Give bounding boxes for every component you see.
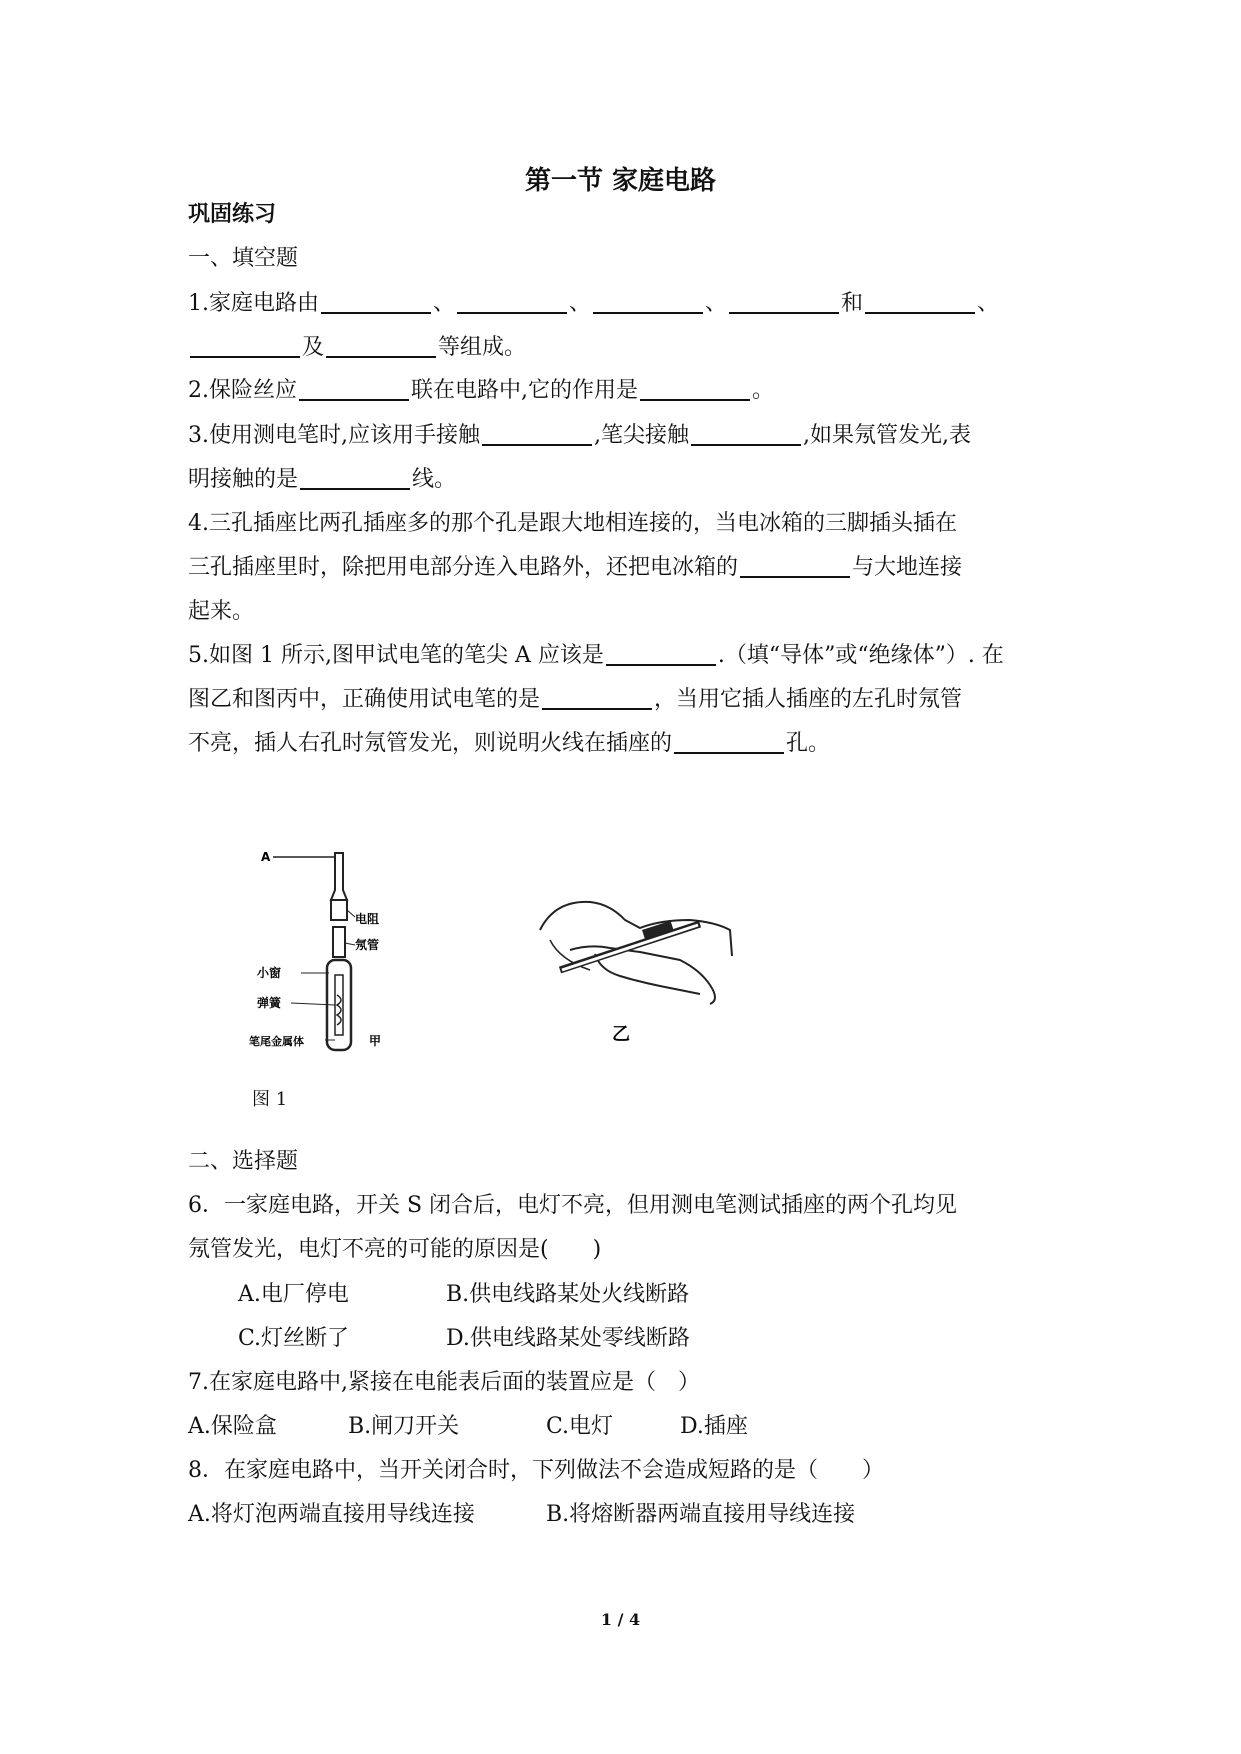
q6-option-b[interactable]: B.供电线路某处火线断路 [446, 1282, 690, 1307]
label-neon: 氖管 [355, 938, 380, 952]
part-heading-choice: 二、选择题 [188, 1149, 299, 1174]
q6-option-c[interactable]: C.灯丝断了 [238, 1326, 350, 1351]
q7-option-d[interactable]: D.插座 [680, 1414, 748, 1439]
q1-text: 1.家庭电路由 [188, 291, 319, 316]
question-5-line-3: 不亮，插人右孔时氖管发光，则说明火线在插座的 孔。 [188, 731, 831, 756]
label-metal: 笔尾金属体 [249, 1035, 304, 1048]
label-a: A [261, 850, 271, 864]
question-8: 8．在家庭电路中，当开关闭合时，下列做法不会造成短路的是（ ） [188, 1458, 884, 1483]
part-heading-fill-blank: 一、填空题 [188, 246, 299, 271]
question-4-line-2: 三孔插座里时，除把用电部分连入电路外，还把电冰箱的 与大地连接 [188, 555, 963, 580]
answer-blank[interactable] [691, 422, 801, 446]
q6-option-d[interactable]: D.供电线路某处零线断路 [446, 1326, 690, 1351]
question-3-line-2: 明接触的是 线。 [188, 467, 457, 492]
figure-caption: 图 1 [252, 1089, 288, 1110]
page-title: 第一节 家庭电路 [524, 166, 717, 196]
answer-blank[interactable] [674, 730, 784, 754]
question-6-line-2: 氖管发光，电灯不亮的可能的原因是( ) [188, 1237, 602, 1262]
question-1-line-2: 及 等组成。 [188, 333, 526, 363]
answer-blank[interactable] [729, 290, 839, 314]
answer-blank[interactable] [300, 466, 410, 490]
answer-blank[interactable] [865, 290, 975, 314]
label-spring: 弹簧 [257, 996, 282, 1010]
q7-option-b[interactable]: B.闸刀开关 [348, 1414, 460, 1439]
question-3-line-1: 3.使用测电笔时,应该用手接触 ,笔尖接触 ,如果氖管发光,表 [188, 423, 971, 448]
answer-blank[interactable] [190, 334, 300, 358]
q8-option-b[interactable]: B.将熔断器两端直接用导线连接 [546, 1502, 856, 1527]
test-pen-diagram [249, 845, 425, 1055]
question-4-line-1: 4.三孔插座比两孔插座多的那个孔是跟大地相连接的，当电冰箱的三脚插头插在 [188, 511, 957, 536]
section-heading: 巩固练习 [188, 202, 277, 227]
q6-option-a[interactable]: A.电厂停电 [238, 1282, 349, 1307]
label-yi: 乙 [612, 1024, 630, 1045]
question-2: 2.保险丝应 联在电路中,它的作用是 。 [188, 378, 775, 403]
answer-blank[interactable] [593, 290, 703, 314]
question-4-line-3: 起来。 [188, 599, 255, 624]
question-5-line-1: 5.如图 1 所示,图甲试电笔的笔尖 A 应该是 .（填“导体”或“绝缘体”）. 在 [188, 643, 1004, 668]
label-window: 小窗 [257, 966, 282, 980]
page-number: 1 / 4 [600, 1610, 641, 1629]
answer-blank[interactable] [542, 686, 652, 710]
answer-blank[interactable] [740, 554, 850, 578]
question-1-line-1: 1.家庭电路由 、 、 、 和 、 [188, 291, 1000, 316]
answer-blank[interactable] [482, 422, 592, 446]
question-6-line-1: 6．一家庭电路，开关 S 闭合后，电灯不亮，但用测电笔测试插座的两个孔均见 [188, 1193, 958, 1218]
answer-blank[interactable] [299, 377, 409, 401]
answer-blank[interactable] [640, 377, 750, 401]
hand-holding-pen-drawing [530, 890, 740, 1050]
answer-blank[interactable] [326, 334, 436, 358]
answer-blank[interactable] [606, 642, 716, 666]
q7-option-a[interactable]: A.保险盒 [188, 1414, 277, 1439]
q8-option-a[interactable]: A.将灯泡两端直接用导线连接 [188, 1502, 475, 1527]
label-jia: 甲 [369, 1034, 382, 1048]
question-5-line-2: 图乙和图丙中，正确使用试电笔的是 ，当用它插人插座的左孔时氖管 [188, 687, 963, 712]
answer-blank[interactable] [321, 290, 431, 314]
question-7: 7.在家庭电路中,紧接在电能表后面的装置应是（ ） [188, 1370, 700, 1395]
label-resistor: 电阻 [355, 912, 380, 926]
answer-blank[interactable] [457, 290, 567, 314]
q7-option-c[interactable]: C.电灯 [546, 1414, 614, 1439]
